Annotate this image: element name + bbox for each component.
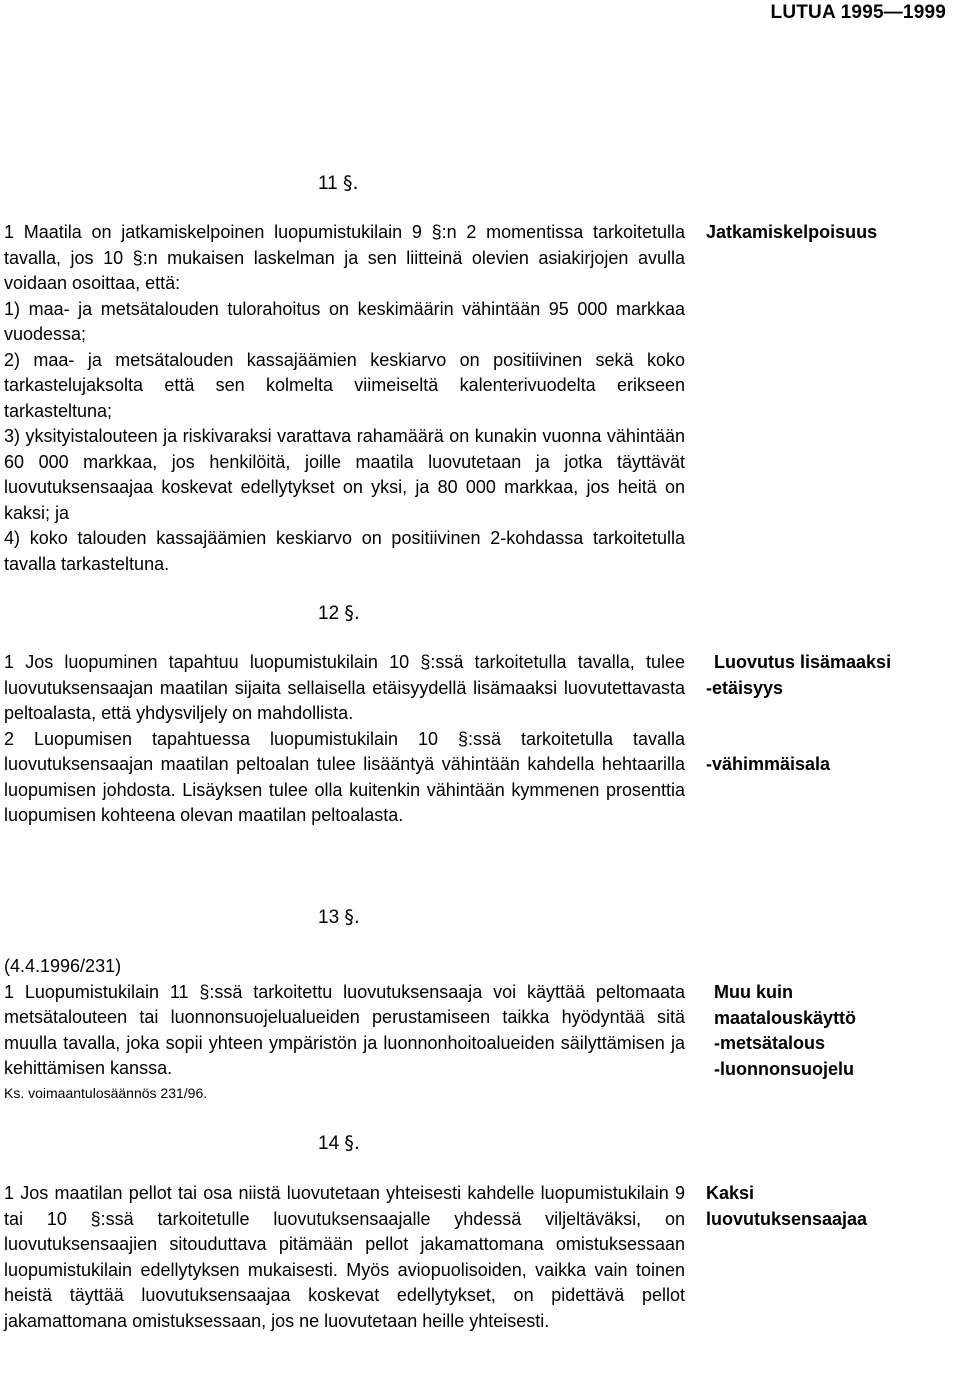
section-symbol: §.: [344, 906, 360, 928]
section-12-heading: [318, 602, 360, 625]
section-symbol: §.: [343, 172, 359, 194]
margin-heading: maatalouskäyttö: [714, 1007, 857, 1028]
paragraph: 1 Jos maatilan pellot tai osa niistä luovutetaan yhteisesti kahdelle luopumistukilain 9 tai 10 §:ssä tarkoitetulle luovutuksensaajalle yhdessä viljeltäväksi, on luovutuksensaajien sitouduttava pitämään pellot jakamattomana omistuksessaan luopumistukilain edellytyksen mukaisesti. Myös aviopuolisoiden, vaikka vain toinen heistä täyttää luovutuksensaajaa koskevat edellytykset, on pidettävä pellot jakamattomana omistuksessaan, jos ne luovutetaan heille yhteisesti.: [4, 1183, 685, 1331]
section-14-margin-note: [706, 1181, 956, 1232]
section-symbol: §.: [344, 1132, 360, 1154]
margin-heading: Kaksi: [706, 1183, 755, 1203]
list-item: 3) yksityistalouteen ja riskivaraksi varattava rahamäärä on kunakin vuonna vähintään 60 000 markkaa, jos henkilöitä, joille maatila luovutetaan ja jotka täyttävät luovutuksensaajaa koskevat edellytykset on yksi, ja 80 000 markkaa, jos heitä on kaksi; ja: [4, 426, 685, 523]
footnote: Ks. voimaantulosäännös 231/96.: [4, 1084, 208, 1101]
section-13-heading: [318, 906, 360, 929]
margin-subheading: -etäisyys: [706, 677, 784, 698]
margin-heading: Luovutus lisämaaksi: [714, 652, 892, 672]
margin-subheading: -vähimmäisala: [706, 754, 831, 774]
list-item: 2) maa- ja metsätalouden kassajäämien keskiarvo on positiivinen sekä koko tarkastelujaksolta että sen kolmelta viimeiseltä kalenterivuodelta erikseen tarkasteltuna;: [4, 349, 685, 421]
section-12-body: [4, 650, 685, 829]
section-11-body: [4, 220, 685, 577]
section-symbol: §.: [344, 602, 360, 624]
margin-heading: Muu kuin: [714, 982, 793, 1002]
paragraph: 2 Luopumisen tapahtuessa luopumistukilain 10 §:ssä tarkoitetulla tavalla luovutuksensaajan maatilan peltoalan tulee lisääntyä vähintään kahdella hehtaarilla luopumisen johdosta. Lisäyksen tulee olla kuitenkin vähintään kymmenen prosenttia luopumisen kohteena olevan maatilan peltoalasta.: [4, 728, 685, 825]
list-item: 4) koko talouden kassajäämien keskiarvo on positiivinen 2-kohdassa tarkoitetulla tavalla tarkasteltuna.: [4, 528, 685, 574]
page-header-title: LUTUA 1995—1999: [770, 2, 946, 23]
margin-subheading: -luonnonsuojelu: [714, 1058, 854, 1079]
section-11-margin-note: [706, 220, 956, 246]
section-number: 12: [318, 603, 340, 624]
section-number: 14: [318, 1133, 340, 1154]
margin-heading: luovutuksensaajaa: [706, 1208, 868, 1229]
section-12-margin-note: [706, 650, 956, 778]
section-number: 11: [318, 173, 338, 194]
section-14-body: [4, 1181, 685, 1334]
section-11-heading: [318, 172, 359, 195]
section-13-body: [4, 954, 685, 1102]
margin-subheading: -metsätalous: [714, 1033, 826, 1053]
amendment-reference: (4.4.1996/231): [4, 956, 122, 976]
paragraph: 1 Luopumistukilain 11 §:ssä tarkoitettu luovutuksensaaja voi käyttää peltomaata metsätalouteen tai luonnonsuojelualueiden perustamiseen taikka hyödyntää sitä muulla tavalla, joka sopii yhteen ympäristön ja luonnonhoitoalueiden säilyttämisen ja kehittämisen kanssa.: [4, 981, 685, 1078]
margin-heading: Jatkamiskelpoisuus: [706, 222, 878, 242]
section-number: 13: [318, 907, 340, 928]
section-13-margin-note: [706, 980, 956, 1082]
section-14-heading: [318, 1132, 360, 1155]
paragraph: 1 Jos luopuminen tapahtuu luopumistukilain 10 §:ssä tarkoitetulla tavalla, tulee luovutuksensaajan maatilan sijaita sellaisella etäisyydellä lisämaaksi luovutettavasta peltoalasta, että yhdysviljely on mahdollista.: [4, 652, 685, 723]
paragraph: 1 Maatila on jatkamiskelpoinen luopumistukilain 9 §:n 2 momentissa tarkoitetulla tavalla, jos 10 §:n mukaisen laskelman ja sen liitteinä olevien asiakirjojen avulla voidaan osoittaa, että:: [4, 222, 685, 293]
list-item: 1) maa- ja metsätalouden tulorahoitus on keskimäärin vähintään 95 000 markkaa vuodessa;: [4, 298, 685, 344]
